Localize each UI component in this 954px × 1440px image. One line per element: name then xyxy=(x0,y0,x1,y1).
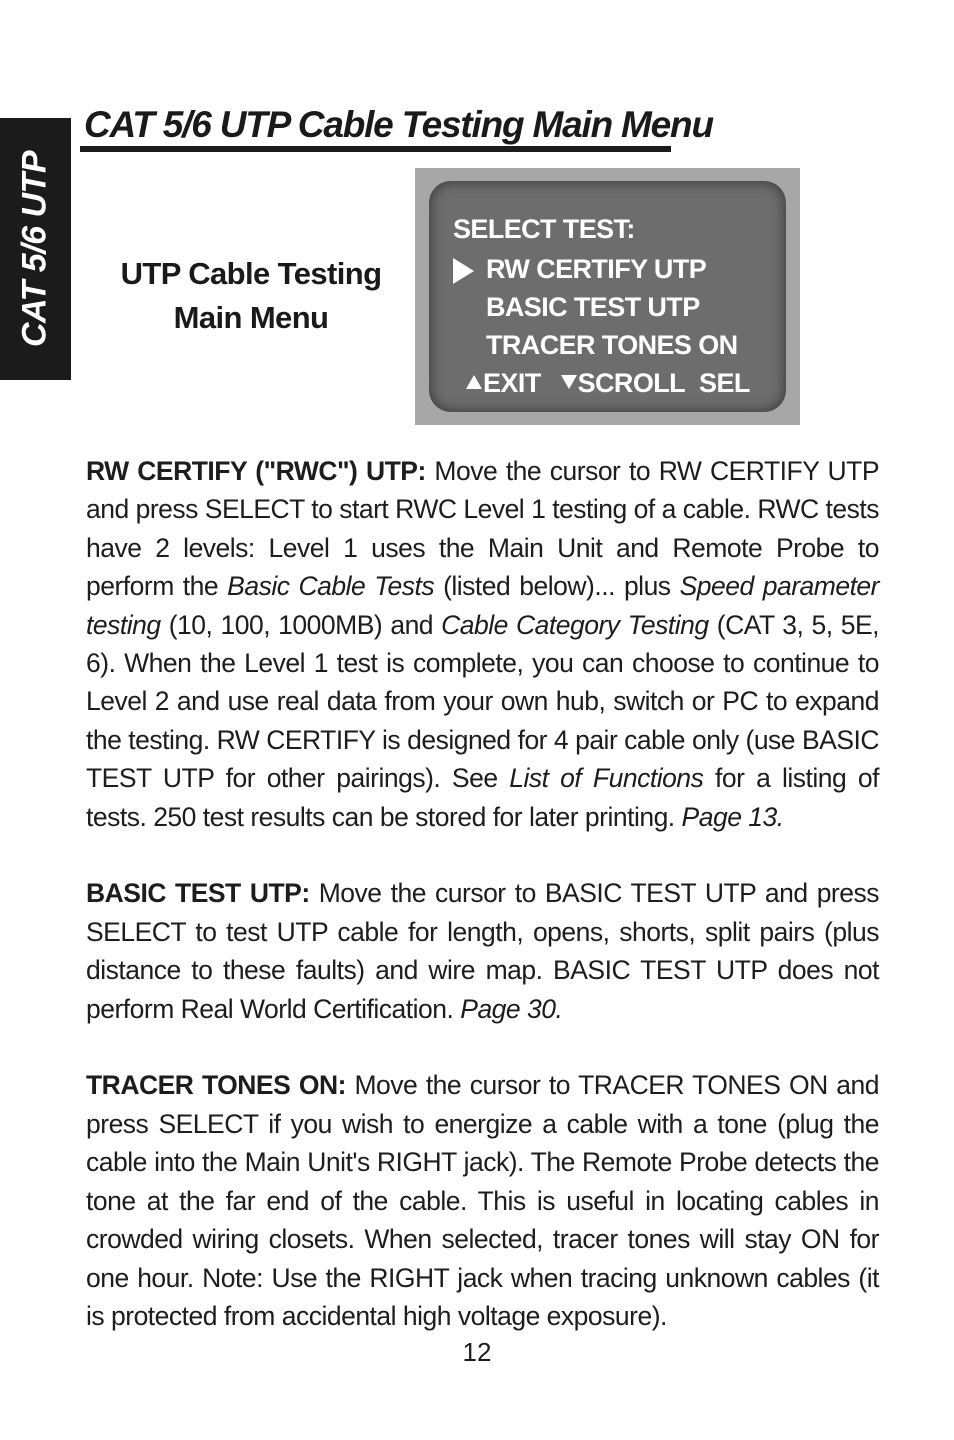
lcd-header: SELECT TEST: xyxy=(453,214,635,244)
paragraph-rw-certify xyxy=(86,452,879,836)
rwc-text-3: (10, 100, 1000MB) and xyxy=(160,609,442,640)
caption-line-2: Main Menu xyxy=(173,300,329,335)
page-number: 12 xyxy=(462,1337,492,1367)
lcd-menu-item-basic-test: BASIC TEST UTP xyxy=(486,292,700,322)
figure-caption xyxy=(110,252,392,340)
up-triangle-icon xyxy=(466,375,482,389)
lcd-menu-item-tracer-tones: TRACER TONES ON xyxy=(486,330,738,360)
title-underline xyxy=(80,146,671,152)
heading-tracer-tones: TRACER TONES ON: xyxy=(86,1070,346,1101)
rwc-text-4: (CAT 3, 5, 5E, 6). When the Level 1 test is complete, you can choose to continue to Level 2 and use real data from your own hub, switch or PC to expand the testing. RW CERTIFY is designed for 4 pair cable only (use BASIC TEST UTP for other pairings). See xyxy=(86,609,879,794)
rwc-text-5: for a listing of tests. 250 test results can be stored for later printing. xyxy=(86,763,879,832)
softkey-scroll: SCROLL xyxy=(577,368,686,398)
page-title: CAT 5/6 UTP Cable Testing Main Menu xyxy=(84,104,713,145)
basic-text-1: Move the cursor to BASIC TEST UTP and press SELECT to test UTP cable for length, opens, shorts, split pairs (plus distance to these faults) and wire map. BASIC TEST UTP does not perform Real World Certification. xyxy=(86,878,879,1024)
paragraph-basic-test xyxy=(86,874,879,1028)
rwc-text-2: (listed below)... plus xyxy=(434,571,680,602)
softkey-sel: SEL xyxy=(699,368,750,398)
down-triangle-icon xyxy=(561,375,577,389)
heading-rw-certify: RW CERTIFY ("RWC") UTP: xyxy=(86,456,426,486)
body-text xyxy=(86,452,879,1374)
rwc-emphasis-3: Cable Category Testing xyxy=(441,609,709,640)
tracer-text-1: Move the cursor to TRACER TONES ON and press SELECT if you wish to energize a cable with a tone (plug the cable into the Main Unit's RIGHT jack). The Remote Probe detects the tone at the far end of the cable. This is useful in locating cables in crowded wiring closets. When selected, tracer tones will stay ON for one hour. Note: Use the RIGHT jack when tracing unknown cables (it is protected from accidental high voltage exposure). xyxy=(86,1070,879,1331)
heading-basic-test: BASIC TEST UTP: xyxy=(86,878,310,909)
lcd-display-figure xyxy=(415,168,800,425)
rwc-page-reference: Page 13. xyxy=(681,801,784,832)
rwc-emphasis-2: Speed parameter testing xyxy=(86,571,879,640)
paragraph-tracer-tones xyxy=(86,1066,879,1335)
rwc-emphasis-4: List of Functions xyxy=(509,763,704,794)
lcd-softkey-row xyxy=(466,368,750,399)
lcd-screen xyxy=(429,181,786,412)
rwc-emphasis-1: Basic Cable Tests xyxy=(227,571,435,602)
lcd-menu-item-rw-certify: RW CERTIFY UTP xyxy=(486,254,707,284)
caption-line-1: UTP Cable Testing xyxy=(120,256,382,291)
basic-page-reference: Page 30. xyxy=(460,993,563,1024)
rwc-text-1: Move the cursor to RW CERTIFY UTP and press SELECT to start RWC Level 1 testing of a cable. RWC tests have 2 levels: Level 1 uses the Main Unit and Remote Probe to perform the xyxy=(86,456,879,602)
side-tab-label: CAT 5/6 UTP xyxy=(15,150,54,348)
cursor-arrow-icon xyxy=(453,258,474,284)
softkey-exit: EXIT xyxy=(483,368,541,398)
